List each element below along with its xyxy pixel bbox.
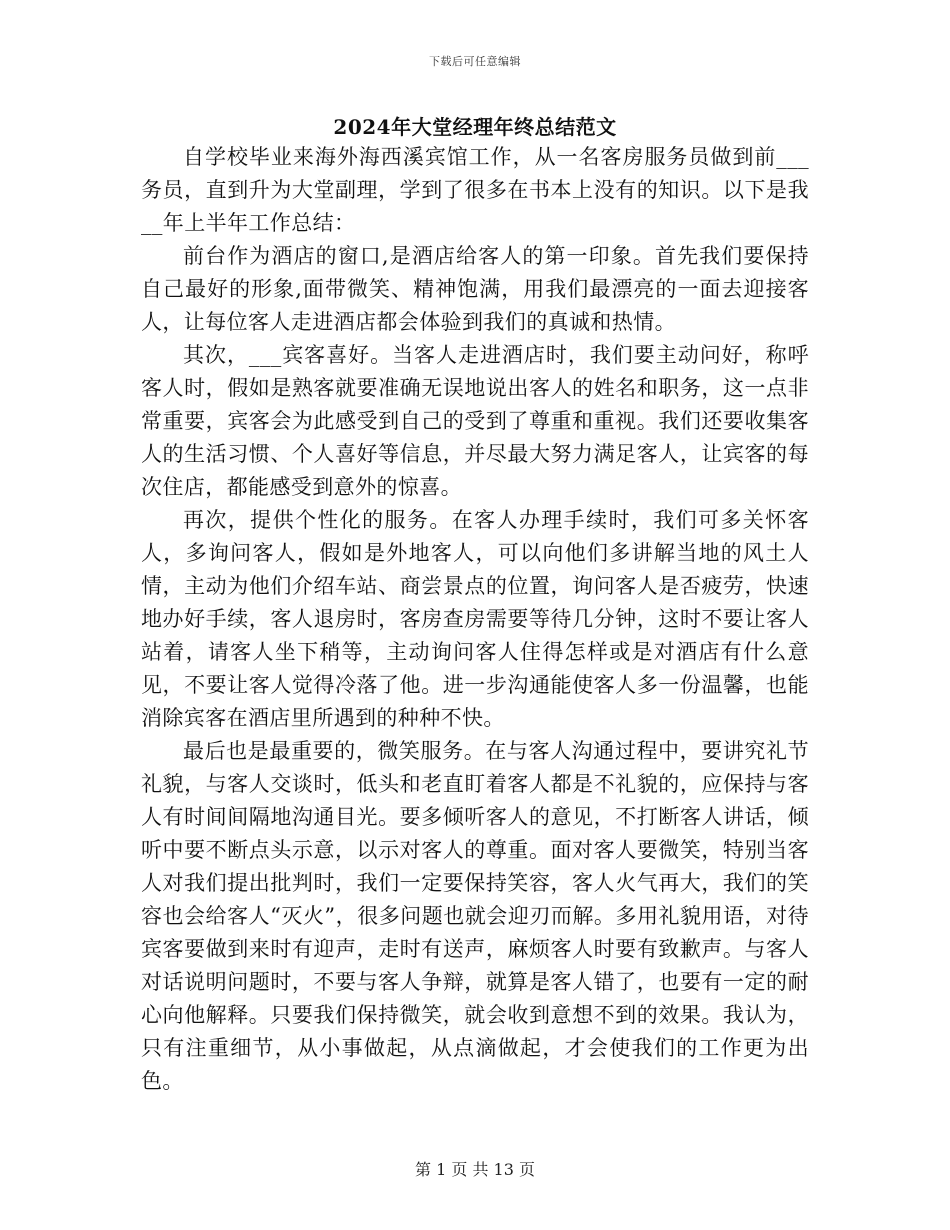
paragraph-personalized-service: 再次，提供个性化的服务。在客人办理手续时，我们可多关怀客人，多询问客人，假如是外地客人，可以向他们多讲解当地的风土人情，主动为他们介绍车站、商尝景点的位置，询问客人是否疲劳，快速地办好手续，客人退房时，客房查房需要等待几分钟，这时不要让客人站着，请客人坐下稍等，主动询问客人住得怎样或是对酒店有什么意见，不要让客人觉得冷落了他。进一步沟通能使客人多一份温馨，也能消除宾客在酒店里所遇到的种种不快。 — [141, 508, 809, 730]
document-title: 2024年大堂经理年终总结范文 — [333, 115, 617, 139]
paragraph-front-desk: 前台作为酒店的窗口,是酒店给客人的第一印象。首先我们要保持自己最好的形象,面带微笑、精神饱满，用我们最漂亮的一面去迎接客人，让每位客人走进酒店都会体验到我们的真诚和热情。 — [141, 244, 809, 334]
page-number: 第 1 页 共 13 页 — [415, 1160, 535, 1179]
document-body — [141, 141, 809, 1098]
page-header-note: 下载后可任意编辑 — [429, 55, 521, 68]
paragraph-guest-preferences: 其次，___宾客喜好。当客人走进酒店时，我们要主动问好，称呼客人时，假如是熟客就要准确无误地说出客人的姓名和职务，这一点非常重要，宾客会为此感受到自己的受到了尊重和重视。我们还要收集客人的生活习惯、个人喜好等信息，并尽最大努力满足客人，让宾客的每次住店，都能感受到意外的惊喜。 — [141, 343, 809, 499]
paragraph-intro: 自学校毕业来海外海西溪宾馆工作，从一名客房服务员做到前___务员，直到升为大堂副理，学到了很多在书本上没有的知识。以下是我__年上半年工作总结： — [141, 145, 809, 235]
paragraph-smile-service: 最后也是最重要的，微笑服务。在与客人沟通过程中，要讲究礼节礼貌，与客人交谈时，低头和老直盯着客人都是不礼貌的，应保持与客人有时间间隔地沟通目光。要多倾听客人的意见，不打断客人讲话，倾听中要不断点头示意，以示对客人的尊重。面对客人要微笑，特别当客人对我们提出批判时，我们一定要保持笑容，客人火气再大，我们的笑容也会给客人“灭火”，很多问题也就会迎刃而解。多用礼貌用语，对待宾客要做到来时有迎声，走时有送声，麻烦客人时要有致歉声。与客人对话说明问题时，不要与客人争辩，就算是客人错了，也要有一定的耐心向他解释。只要我们保持微笑，就会收到意想不到的效果。我认为，只有注重细节，从小事做起，从点滴做起，才会使我们的工作更为出色。 — [141, 739, 809, 1093]
